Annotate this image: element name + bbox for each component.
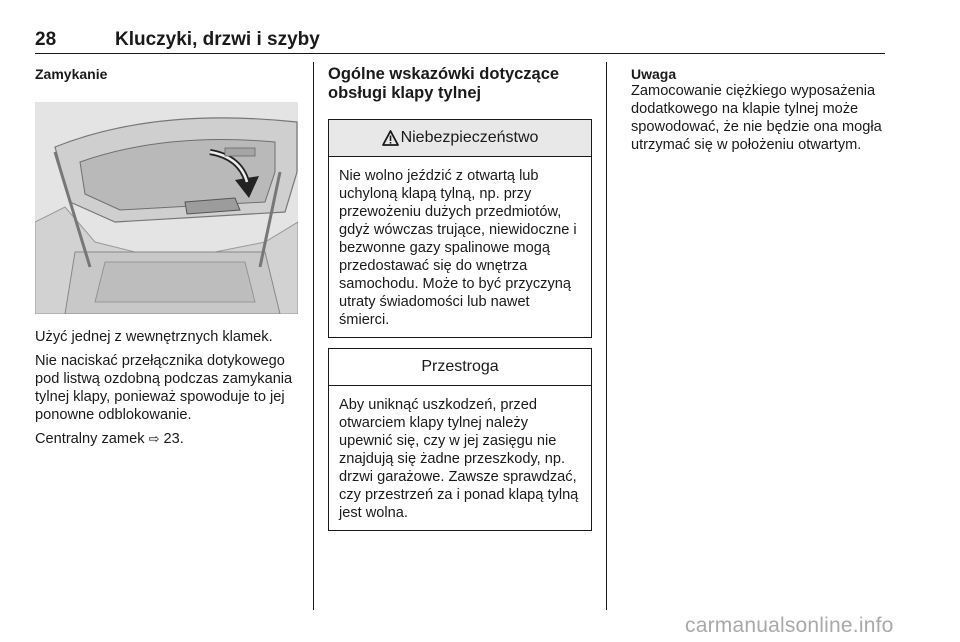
caution-box [328, 348, 592, 531]
danger-box-body [329, 157, 591, 337]
danger-box [328, 119, 592, 338]
warning-triangle-icon [382, 130, 399, 146]
caution-box-title [329, 349, 591, 386]
caution-text: Aby uniknąć uszkodzeń, przed otwarciem klapy tylnej należy upewnić się, czy w jej zasięgu nie znajdują się żadne przeszkody, np. drzwi garażowe. Zawsze sprawdzać, czy przestrzeń za i ponad klapą tylną jest wolna. [339, 397, 579, 521]
section-title-general-notes: Ogólne wskazówki dotyczące obsługi klapy tylnej [328, 65, 560, 102]
section-title-closing: Zamykanie [35, 66, 108, 82]
column-general-notes [328, 62, 592, 531]
danger-box-title [329, 120, 591, 157]
caution-box-body [329, 386, 591, 530]
caution-title-text: Przestroga [421, 358, 499, 375]
column-note [631, 62, 891, 154]
watermark: carmanualsonline.info [685, 614, 894, 637]
central-lock-page: 23. [159, 431, 184, 447]
tailgate-illustration-drawing [35, 102, 298, 314]
arrow-ref-icon: ⇨ [148, 431, 160, 446]
note-text: Zamocowanie ciężkiego wyposażenia dodatkowego na klapie tylnej może spowodować, że nie będzie ona mogła utrzymać się w położeniu otwartym. [631, 83, 882, 153]
page-header [35, 27, 885, 54]
chapter-title: Kluczyki, drzwi i szyby [115, 29, 320, 50]
paragraph-central-lock [35, 430, 300, 448]
paragraph-inner-handle: Użyć jednej z wewnętrznych klamek. [35, 329, 273, 345]
column-closing [35, 62, 300, 454]
central-lock-text: Centralny zamek [35, 431, 149, 447]
paragraph-touch-switch: Nie naciskać przełącznika dotykowego pod listwą ozdobną podczas zamykania tylnej klapy, ponieważ spowoduje to jej ponowne odblokowanie. [35, 353, 293, 423]
tailgate-illustration [35, 102, 298, 314]
danger-title-text: Niebezpieczeństwo [400, 129, 539, 146]
column-divider [313, 62, 314, 610]
danger-text: Nie wolno jeździć z otwartą lub uchyloną klapą tylną, np. przy przewożeniu dużych przedmiotów, gdyż wówczas trujące, niewidoczne i bezwonne gazy spalinowe mogą przedostawać się do wnętrza samochodu. Może to być przyczyną utraty świadomości lub nawet śmierci. [339, 168, 577, 328]
page-number: 28 [35, 29, 57, 50]
note-title: Uwaga [631, 66, 677, 82]
column-divider [606, 62, 607, 610]
